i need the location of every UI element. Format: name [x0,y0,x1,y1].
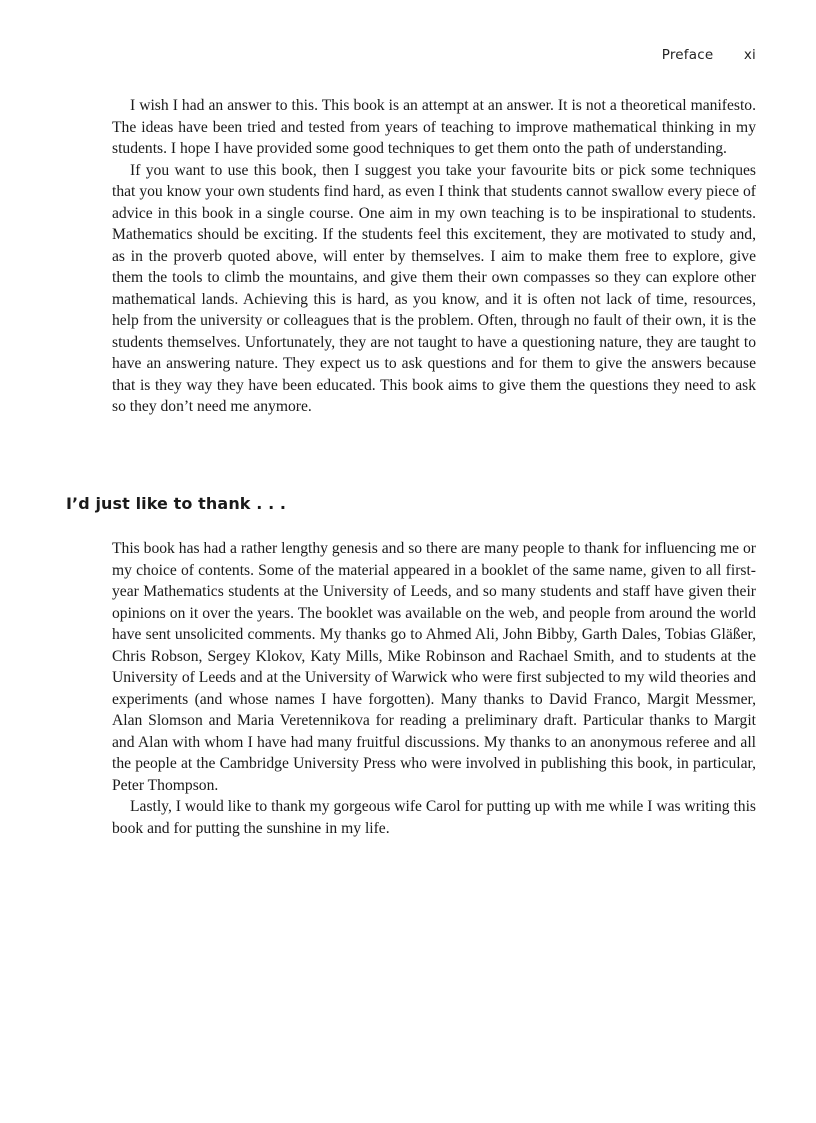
acknowledgements-section [112,538,756,839]
preface-continuation [112,95,756,418]
paragraph: I wish I had an answer to this. This book is an attempt at an answer. It is not a theoretical manifesto. The ideas have been tried and tested from years of teaching to improve mathematical thinking in my students. I hope I have provided some good techniques to get them onto the path of understanding. [112,97,756,157]
running-head [662,47,756,63]
paragraph: If you want to use this book, then I suggest you take your favourite bits or pick some techniques that you know your own students find hard, as even I think that students cannot swallow every piece of advice in this book in a single course. One aim in my own teaching is to be inspirational to students. Mathematics should be exciting. If the students feel this excitement, they are motivated to study and, as in the proverb quoted above, will enter by themselves. I aim to make them free to explore, give them the tools to climb the mountains, and give them their own compasses so they can explore other mathematical lands. Achieving this is hard, as you know, and it is often not lack of time, resources, help from the university or colleagues that is the problem. Often, through no fault of their own, it is the students themselves. Unfortunately, they are not taught to have a questioning nature, they are taught to have an answering nature. They expect us to ask questions and for them to give the answers because that is they way they have been educated. This book aims to give them the questions they need to ask so they don’t need me anymore. [112,161,756,415]
paragraph: Lastly, I would like to thank my gorgeous wife Carol for putting up with me while I was writing this book and for putting the sunshine in my life. [112,798,756,837]
section-heading: I’d just like to thank . . . [66,494,287,513]
running-head-title: Preface [661,47,714,63]
page-number: xi [743,47,756,63]
paragraph: This book has had a rather lengthy genesis and so there are many people to thank for influencing me or my choice of contents. Some of the material appeared in a booklet of the same name, given to all first-year Mathematics students at the University of Leeds, and so many students and staff have given their opinions on it over the years. The booklet was available on the web, and people from around the world have sent unsolicited comments. My thanks go to Ahmed Ali, John Bibby, Garth Dales, Tobias Gläßer, Chris Robson, Sergey Klokov, Katy Mills, Mike Robinson and Rachael Smith, and to students at the University of Leeds and at the University of Warwick who were first subjected to my wild theories and experiments (and whose names I have forgotten). Many thanks to David Franco, Margit Messmer, Alan Slomson and Maria Veretennikova for reading a preliminary draft. Particular thanks to Margit and Alan with whom I have had many fruitful discussions. My thanks to an anonymous referee and all the people at the Cambridge University Press who were involved in publishing this book, in particular, Peter Thompson. [112,540,756,794]
